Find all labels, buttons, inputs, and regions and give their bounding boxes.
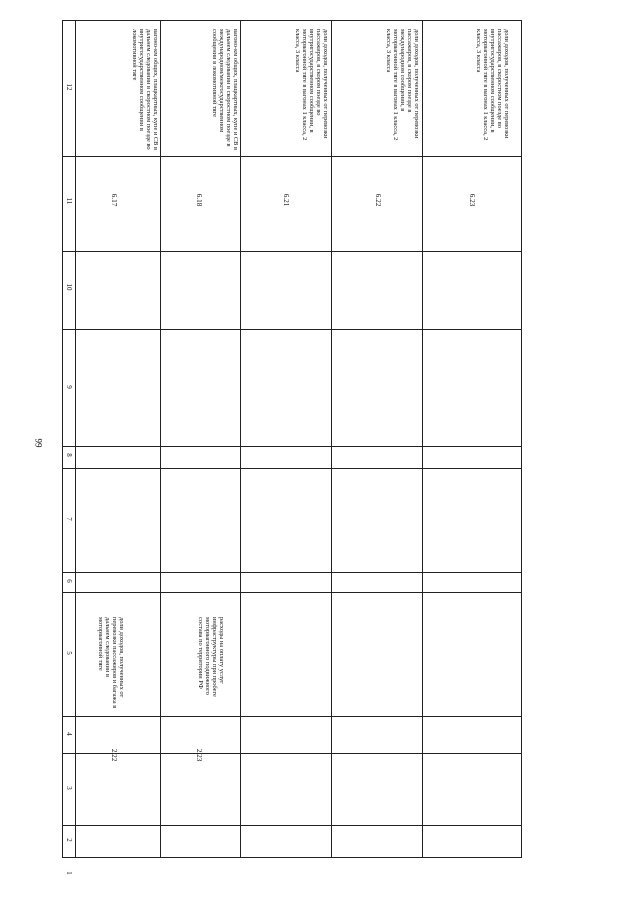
row1-code: 6.17 — [110, 193, 118, 207]
row2-code: 6.18 — [195, 193, 203, 207]
page-number: 99 — [33, 438, 44, 448]
header-divider — [75, 21, 76, 857]
row1-number: 2.22 — [110, 748, 118, 762]
col-header-6: 6 — [65, 579, 73, 583]
data-table — [62, 20, 522, 875]
row4-description: доли доходов, полученных от перевозки пассажиров, в скором поезде в международном сообщении, в моторвагонной тяге в вагонах 1 класса, 2 класса, 3 класса — [384, 29, 420, 141]
row5-code: 6.23 — [468, 193, 476, 207]
row-divider — [63, 329, 521, 330]
row3-code: 6.21 — [282, 193, 290, 207]
row1-indicator: доли доходов, полученных от перевозки пассажиров и багажа в дальнем следовании в моторвагонной тяге — [96, 617, 125, 709]
row-divider — [63, 592, 521, 593]
row-divider — [63, 156, 521, 157]
col-header-2: 2 — [65, 838, 73, 842]
row-divider — [63, 825, 521, 826]
row-divider — [63, 468, 521, 469]
row5-description: доли доходов, полученных от перевозки пассажиров, в скоростном поезде во внутригосударственном сообщении, в моторвагонной тяге в вагонах 1 класса, 2 класса, 3 класса — [474, 29, 510, 141]
row2-description: вагоно-км общих, плацкартных, купе и СВ в дальнем следовании в скоростном поезде в международном/межгосударственном сообщении в локомотивной тяге — [210, 29, 239, 151]
row-divider-vertical — [331, 21, 332, 857]
row-divider-vertical — [160, 21, 161, 857]
col-header-1: 1 — [65, 871, 73, 875]
col-header-12: 12 — [65, 83, 73, 91]
col-header-8: 8 — [65, 453, 73, 457]
row-divider — [63, 446, 521, 447]
row2-number: 2.23 — [195, 748, 203, 762]
row-divider-vertical — [422, 21, 423, 857]
row4-code: 6.22 — [374, 193, 382, 207]
col-header-7: 7 — [65, 517, 73, 521]
row2-indicator: расходы на оплату услуг инфраструктуры при пробеге моторвагонного подвижного состава по территории РФ — [196, 617, 225, 697]
row-divider — [63, 716, 521, 717]
row-divider-vertical — [240, 21, 241, 857]
col-header-10: 10 — [65, 283, 73, 291]
col-header-3: 3 — [65, 786, 73, 790]
row1-description: вагоно-км общих, плацкартных, купе и СВ в дальнем следовании в скоростном поезде во внутригосударственном сообщении в локомотивной тяге — [130, 29, 159, 151]
row3-description: доли доходов, полученных от перевозки пассажиров, в скором поезде во внутригосударственном сообщении, в моторвагонной тяге в вагонах 1 класса, 2 класса, 3 класса — [293, 29, 329, 141]
row-divider — [63, 251, 521, 252]
col-header-5: 5 — [65, 651, 73, 655]
col-header-4: 4 — [65, 732, 73, 736]
row-divider — [63, 753, 521, 754]
col-header-11: 11 — [65, 197, 73, 205]
col-header-9: 9 — [65, 385, 73, 389]
row-divider — [63, 572, 521, 573]
